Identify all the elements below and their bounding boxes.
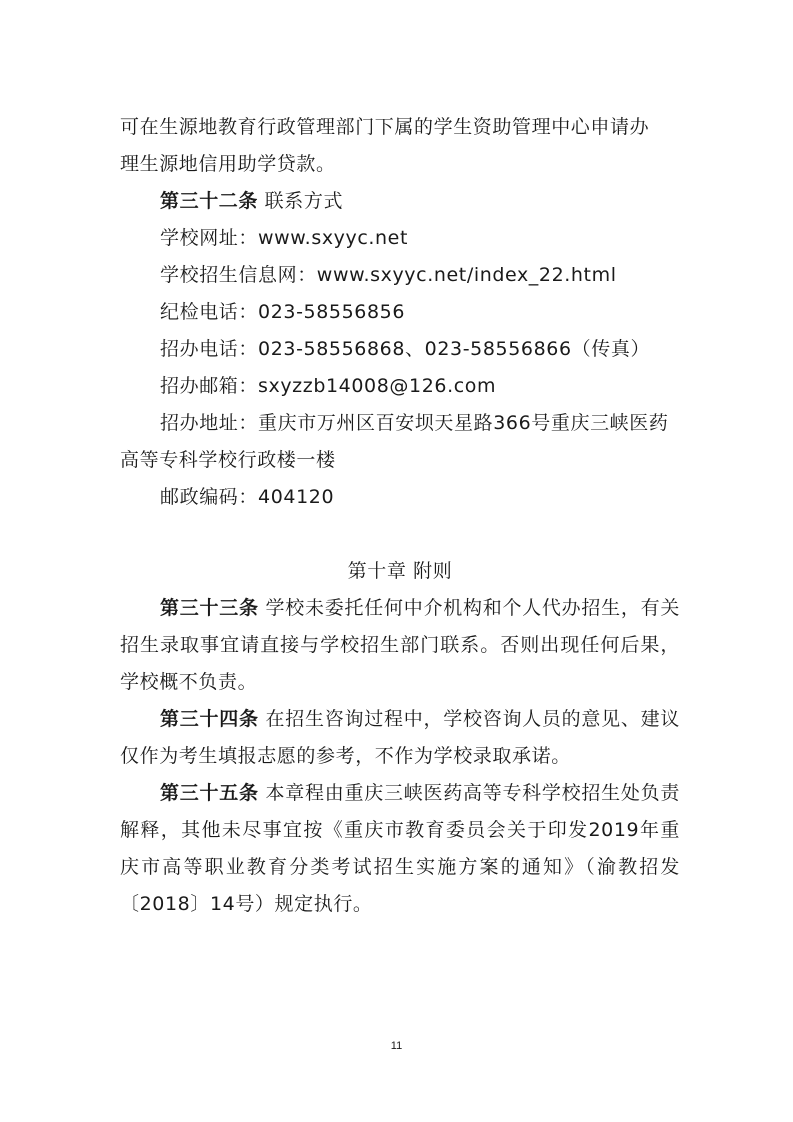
spacer bbox=[120, 516, 680, 553]
article-34 bbox=[120, 701, 680, 775]
article-32-number: 第三十二条 bbox=[160, 190, 259, 212]
article-32-heading-line bbox=[120, 183, 680, 220]
contact-address: 招办地址：重庆市万州区百安坝天星路366号重庆三峡医药 bbox=[160, 412, 669, 434]
article-33-number: 第三十三条 bbox=[160, 597, 259, 619]
article-33-text: 学校未委托任何中介机构和个人代办招生，有关招生录取事宜请直接与学校招生部门联系。否则出现任何后果，学校概不负责。 bbox=[120, 597, 680, 693]
article-35-text: 本章程由重庆三峡医药高等专科学校招生处负责解释，其他未尽事宜按《重庆市教育委员会关于印发2019年重庆市高等职业教育分类考试招生实施方案的通知》（渝教招发〔2018〕14号）规定执行。 bbox=[120, 782, 680, 915]
chapter-title: 第十章 附则 bbox=[347, 560, 453, 582]
article-35 bbox=[120, 775, 680, 923]
contact-admissions-email: 招办邮箱：sxyzzb14008@126.com bbox=[160, 375, 497, 397]
contact-admissions-phone: 招办电话：023-58556868、023-58556866（传真） bbox=[160, 338, 651, 360]
contact-postcode: 邮政编码：404120 bbox=[160, 486, 335, 508]
text-line: 可在生源地教育行政管理部门下属的学生资助管理中心申请办 bbox=[120, 116, 650, 138]
article-32-title: 联系方式 bbox=[264, 190, 344, 212]
contact-website: 学校网址：www.sxyyc.net bbox=[160, 227, 409, 249]
contact-discipline-phone: 纪检电话：023-58556856 bbox=[160, 301, 406, 323]
article-33 bbox=[120, 590, 680, 701]
text-line: 理生源地信用助学贷款。 bbox=[120, 153, 336, 175]
contact-admissions-site: 学校招生信息网：www.sxyyc.net/index_22.html bbox=[160, 264, 617, 286]
article-34-number: 第三十四条 bbox=[160, 708, 259, 730]
page-body bbox=[120, 109, 680, 923]
page-number: 11 bbox=[390, 1040, 403, 1052]
contact-address-continued: 高等专科学校行政楼一楼 bbox=[120, 449, 336, 471]
article-35-number: 第三十五条 bbox=[160, 782, 259, 804]
article-34-text: 在招生咨询过程中，学校咨询人员的意见、建议仅作为考生填报志愿的参考，不作为学校录取承诺。 bbox=[120, 708, 680, 767]
